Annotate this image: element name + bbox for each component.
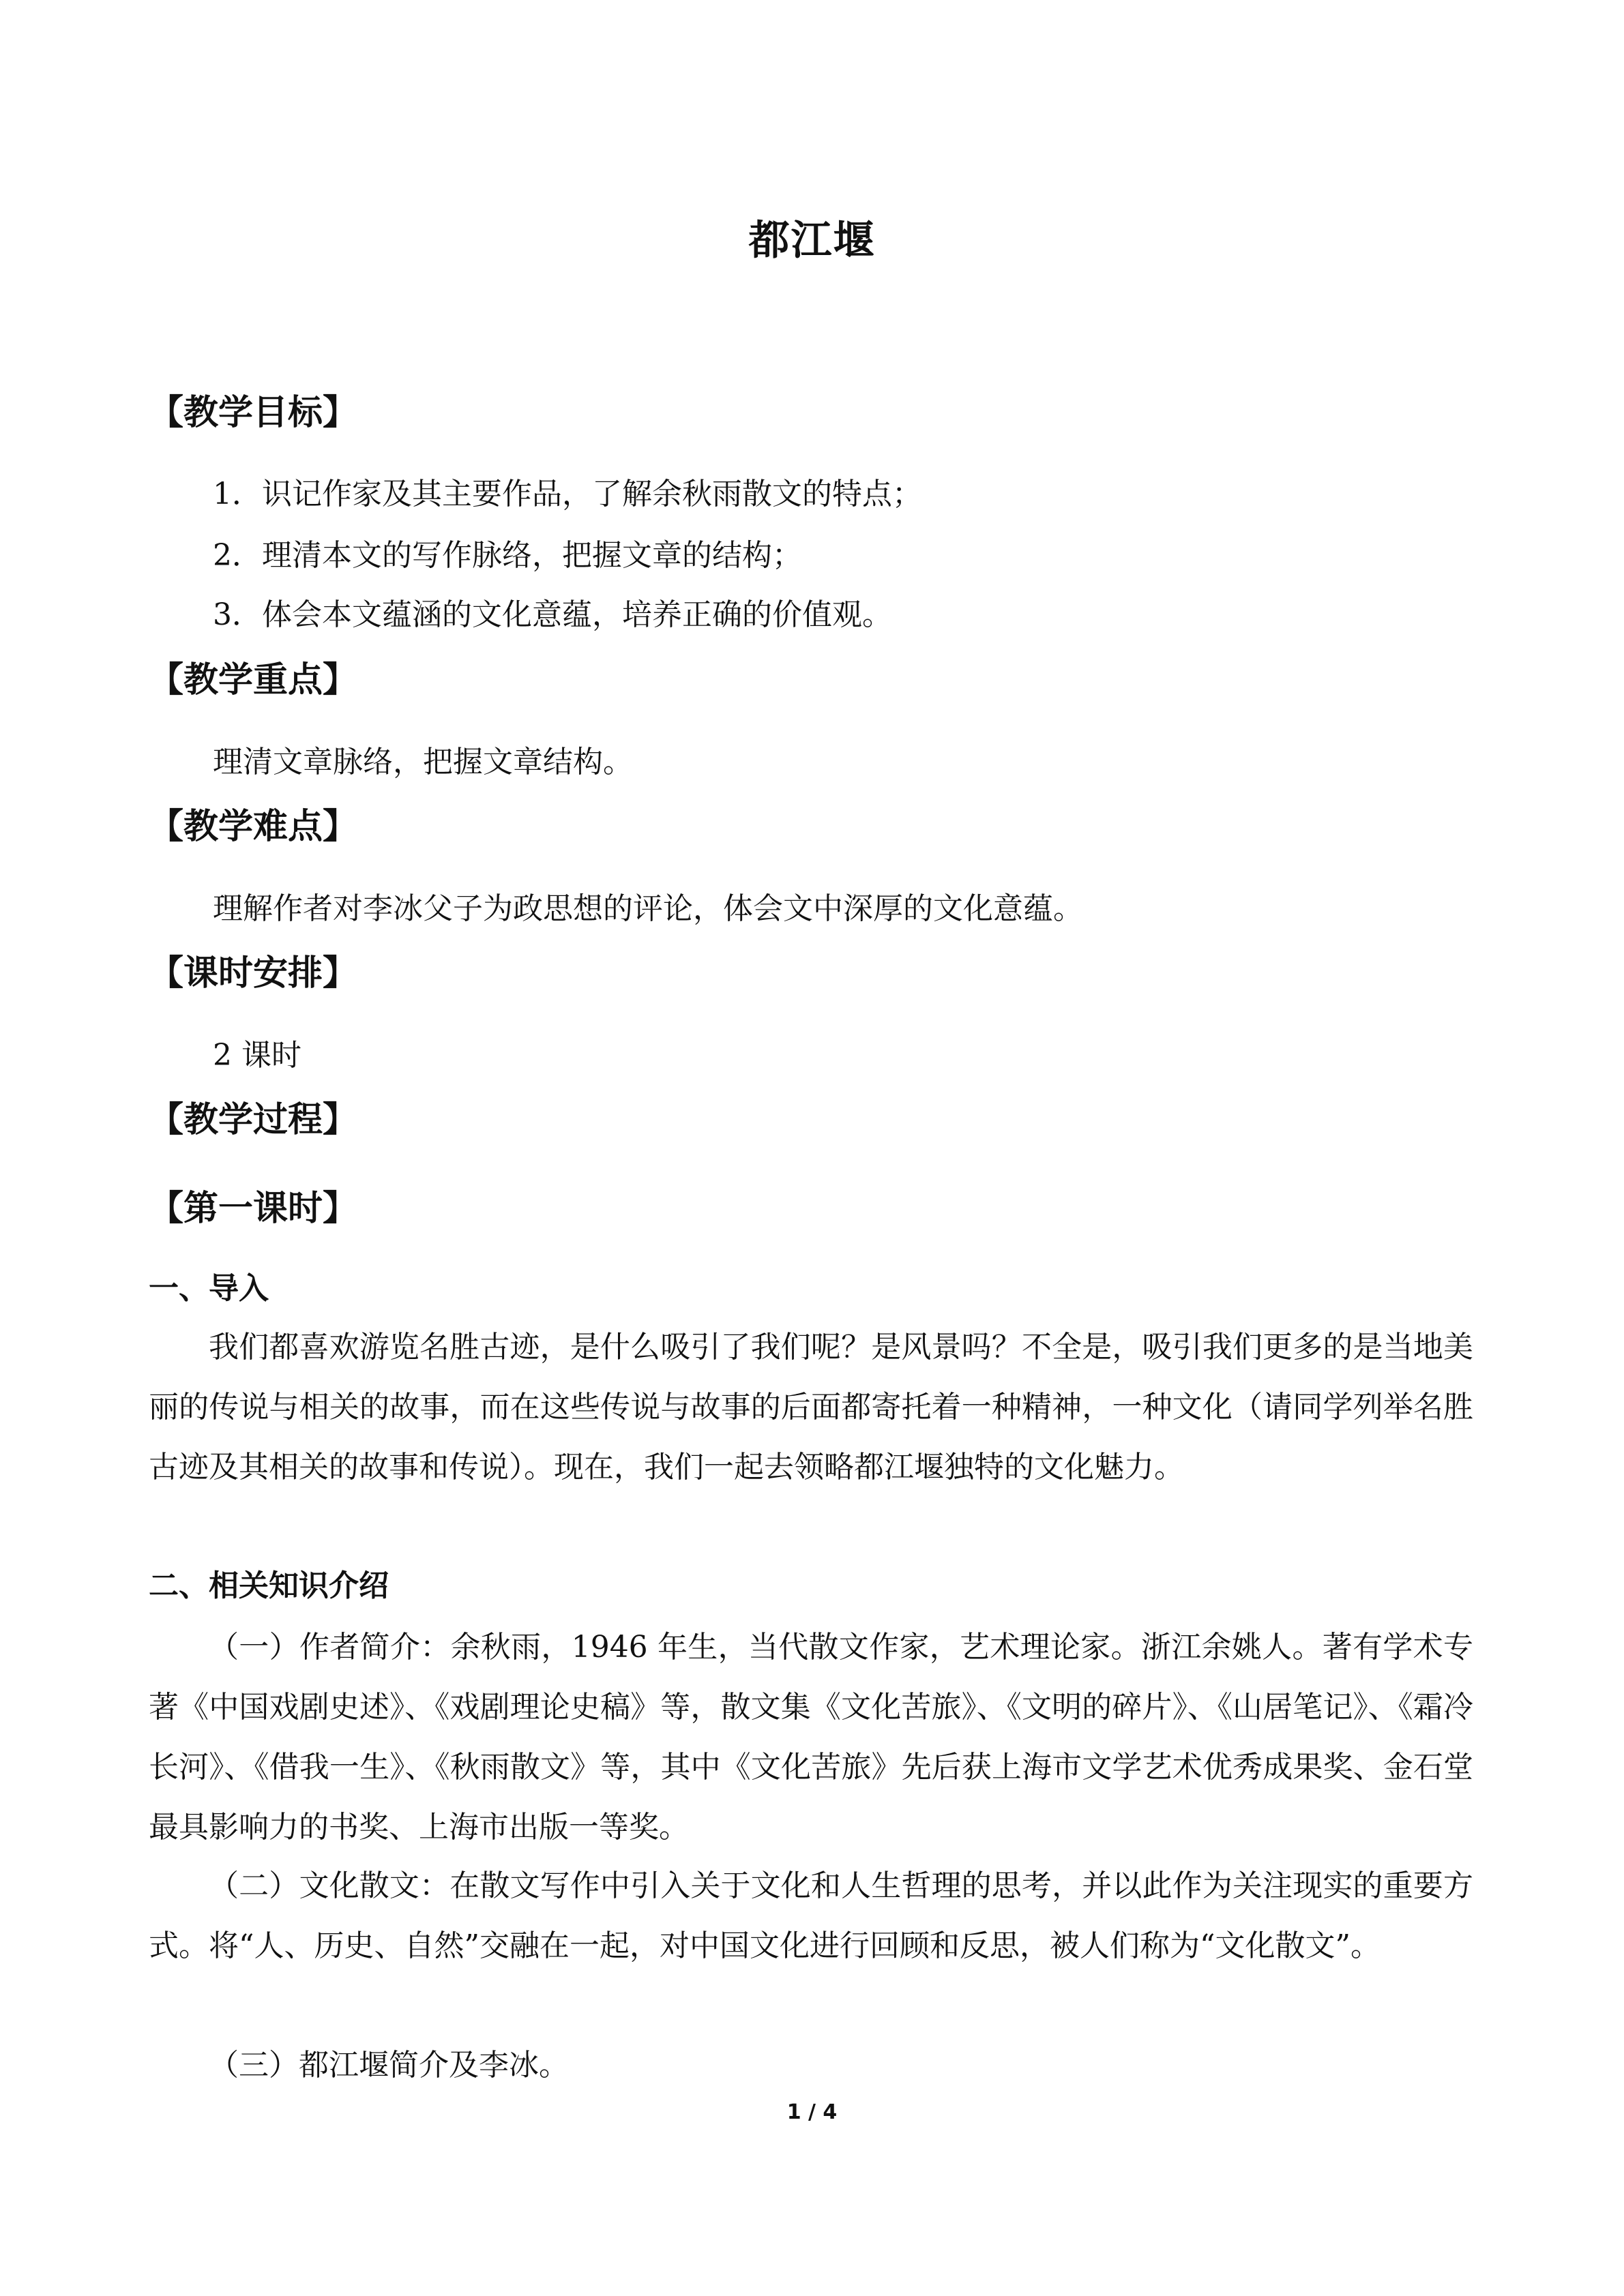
- key-points-text: 理清文章脉络，把握文章结构。: [213, 745, 633, 779]
- key-points-heading: 【教学重点】: [149, 659, 358, 700]
- objective-item-3: 3．体会本文蕴涵的文化意蕴，培养正确的价值观。: [213, 597, 892, 632]
- process-heading: 【教学过程】: [149, 1099, 358, 1140]
- knowledge-heading: 二、相关知识介绍: [149, 1568, 389, 1603]
- schedule-heading: 【课时安排】: [149, 953, 358, 994]
- dujiangyan-paragraph: （三）都江堰简介及李冰。: [209, 2048, 569, 2083]
- schedule-text: 2 课时: [213, 1038, 301, 1073]
- difficulties-text: 理解作者对李冰父子为政思想的评论，体会文中深厚的文化意蕴。: [213, 891, 1083, 926]
- essay-paragraph: （二）文化散文：在散文写作中引入关于文化和人生哲理的思考，并以此作为关注现实的重要方式。将“人、历史、自然”交融在一起，对中国文化进行回顾和反思，被人们称为“文化散文”。: [149, 1868, 1473, 1963]
- intro-paragraph: 我们都喜欢游览名胜古迹，是什么吸引了我们呢？是风景吗？不全是，吸引我们更多的是当地美丽的传说与相关的故事，而在这些传说与故事的后面都寄托着一种精神，一种文化（请同学列举名胜古迹及其相关的故事和传说）。现在，我们一起去领略都江堰独特的文化魅力。: [149, 1330, 1473, 1485]
- difficulties-heading: 【教学难点】: [149, 806, 358, 847]
- author-paragraph: （一）作者简介：余秋雨，1946 年生，当代散文作家，艺术理论家。浙江余姚人。著有学术专著《中国戏剧史述》、《戏剧理论史稿》等，散文集《文化苦旅》、《文明的碎片》、《山居笔记》、《霜冷长河》、《借我一生》、《秋雨散文》等，其中《文化苦旅》先后获上海市文学艺术优秀成果奖、金石堂最具影响力的书奖、上海市出版一等奖。: [149, 1630, 1473, 1845]
- objectives-heading: 【教学目标】: [149, 392, 358, 433]
- document-title: 都江堰: [748, 217, 876, 265]
- first-lesson-heading: 【第一课时】: [149, 1188, 358, 1229]
- page-number: 1 / 4: [786, 2100, 838, 2124]
- objective-item-1: 1．识记作家及其主要作品，了解余秋雨散文的特点；: [213, 477, 922, 511]
- objective-item-2: 2．理清本文的写作脉络，把握文章的结构；: [213, 538, 802, 573]
- intro-heading: 一、导入: [149, 1271, 269, 1306]
